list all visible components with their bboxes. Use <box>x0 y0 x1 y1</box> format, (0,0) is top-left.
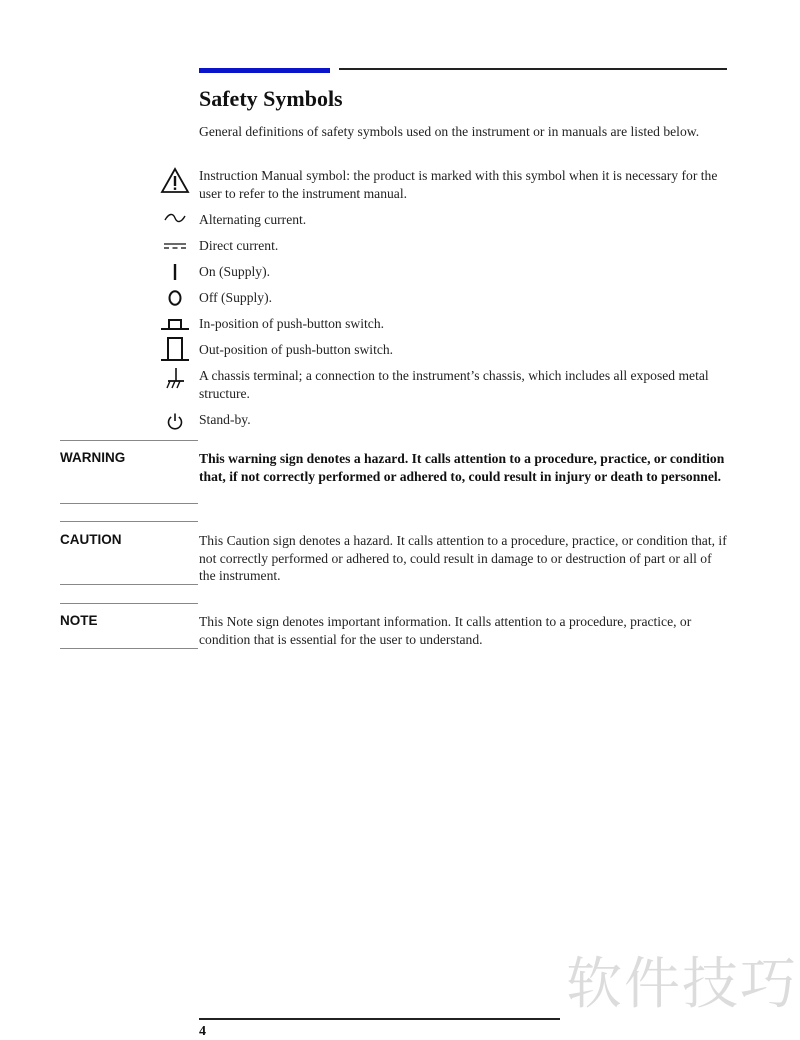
symbol-description: Alternating current. <box>199 212 307 227</box>
symbol-row <box>150 237 730 255</box>
symbol-description: Stand-by. <box>199 412 251 427</box>
symbol-description: Out-position of push-button switch. <box>199 342 394 357</box>
symbol-row <box>150 263 730 281</box>
note-label: NOTE <box>60 613 98 628</box>
symbol-description: On (Supply). <box>199 264 270 279</box>
push-button-out-icon <box>150 335 199 363</box>
symbol-description: Direct current. <box>199 238 279 253</box>
page-number: 4 <box>199 1024 206 1039</box>
symbol-row <box>150 315 730 333</box>
note-top-rule <box>60 603 198 604</box>
push-button-in-icon <box>150 315 199 333</box>
note-text: This Note sign denotes important information. It calls attention to a procedure, practice, or condition that is essential for the user to understand. <box>199 614 692 647</box>
symbol-row <box>150 367 730 402</box>
warning-bottom-rule <box>60 503 198 504</box>
warning-top-rule <box>60 440 198 441</box>
watermark: 软件技巧 <box>566 952 798 1017</box>
chassis-terminal-icon <box>150 367 199 402</box>
warning-text: This warning sign denotes a hazard. It calls attention to a procedure, practice, or condition that, if not correctly performed or adhered to, could result in injury or death to personnel. <box>199 451 725 484</box>
warning-label: WARNING <box>60 450 126 465</box>
caution-label: CAUTION <box>60 532 122 547</box>
symbol-description: Instruction Manual symbol: the product is marked with this symbol when it is necessary for the user to refer to the instrument manual. <box>199 168 718 201</box>
alternating-current-icon <box>150 211 199 229</box>
header-rule <box>339 68 727 70</box>
page-title: Safety Symbols <box>199 86 343 111</box>
standby-icon <box>150 411 199 431</box>
power-on-icon <box>150 263 199 281</box>
direct-current-icon <box>150 237 199 255</box>
caution-bottom-rule <box>60 584 198 585</box>
symbol-description: In-position of push-button switch. <box>199 316 385 331</box>
power-off-icon <box>150 289 199 307</box>
symbol-row <box>150 167 730 202</box>
caution-top-rule <box>60 521 198 522</box>
symbol-description: Off (Supply). <box>199 290 272 305</box>
note-bottom-rule <box>60 648 198 649</box>
footer-rule <box>199 1018 560 1020</box>
intro-paragraph: General definitions of safety symbols used on the instrument or in manuals are listed below. <box>199 124 700 139</box>
symbol-row <box>150 289 730 307</box>
warning-triangle-icon <box>150 167 199 202</box>
symbol-row <box>150 341 730 363</box>
symbol-description: A chassis terminal; a connection to the instrument’s chassis, which includes all exposed metal structure. <box>199 368 709 401</box>
caution-text: This Caution sign denotes a hazard. It calls attention to a procedure, practice, or condition that, if not correctly performed or adhered to, could result in damage to or destruction of part or all of the instrument. <box>199 533 727 584</box>
symbol-row <box>150 211 730 229</box>
header-accent-bar <box>199 68 330 73</box>
symbol-row <box>150 411 730 431</box>
